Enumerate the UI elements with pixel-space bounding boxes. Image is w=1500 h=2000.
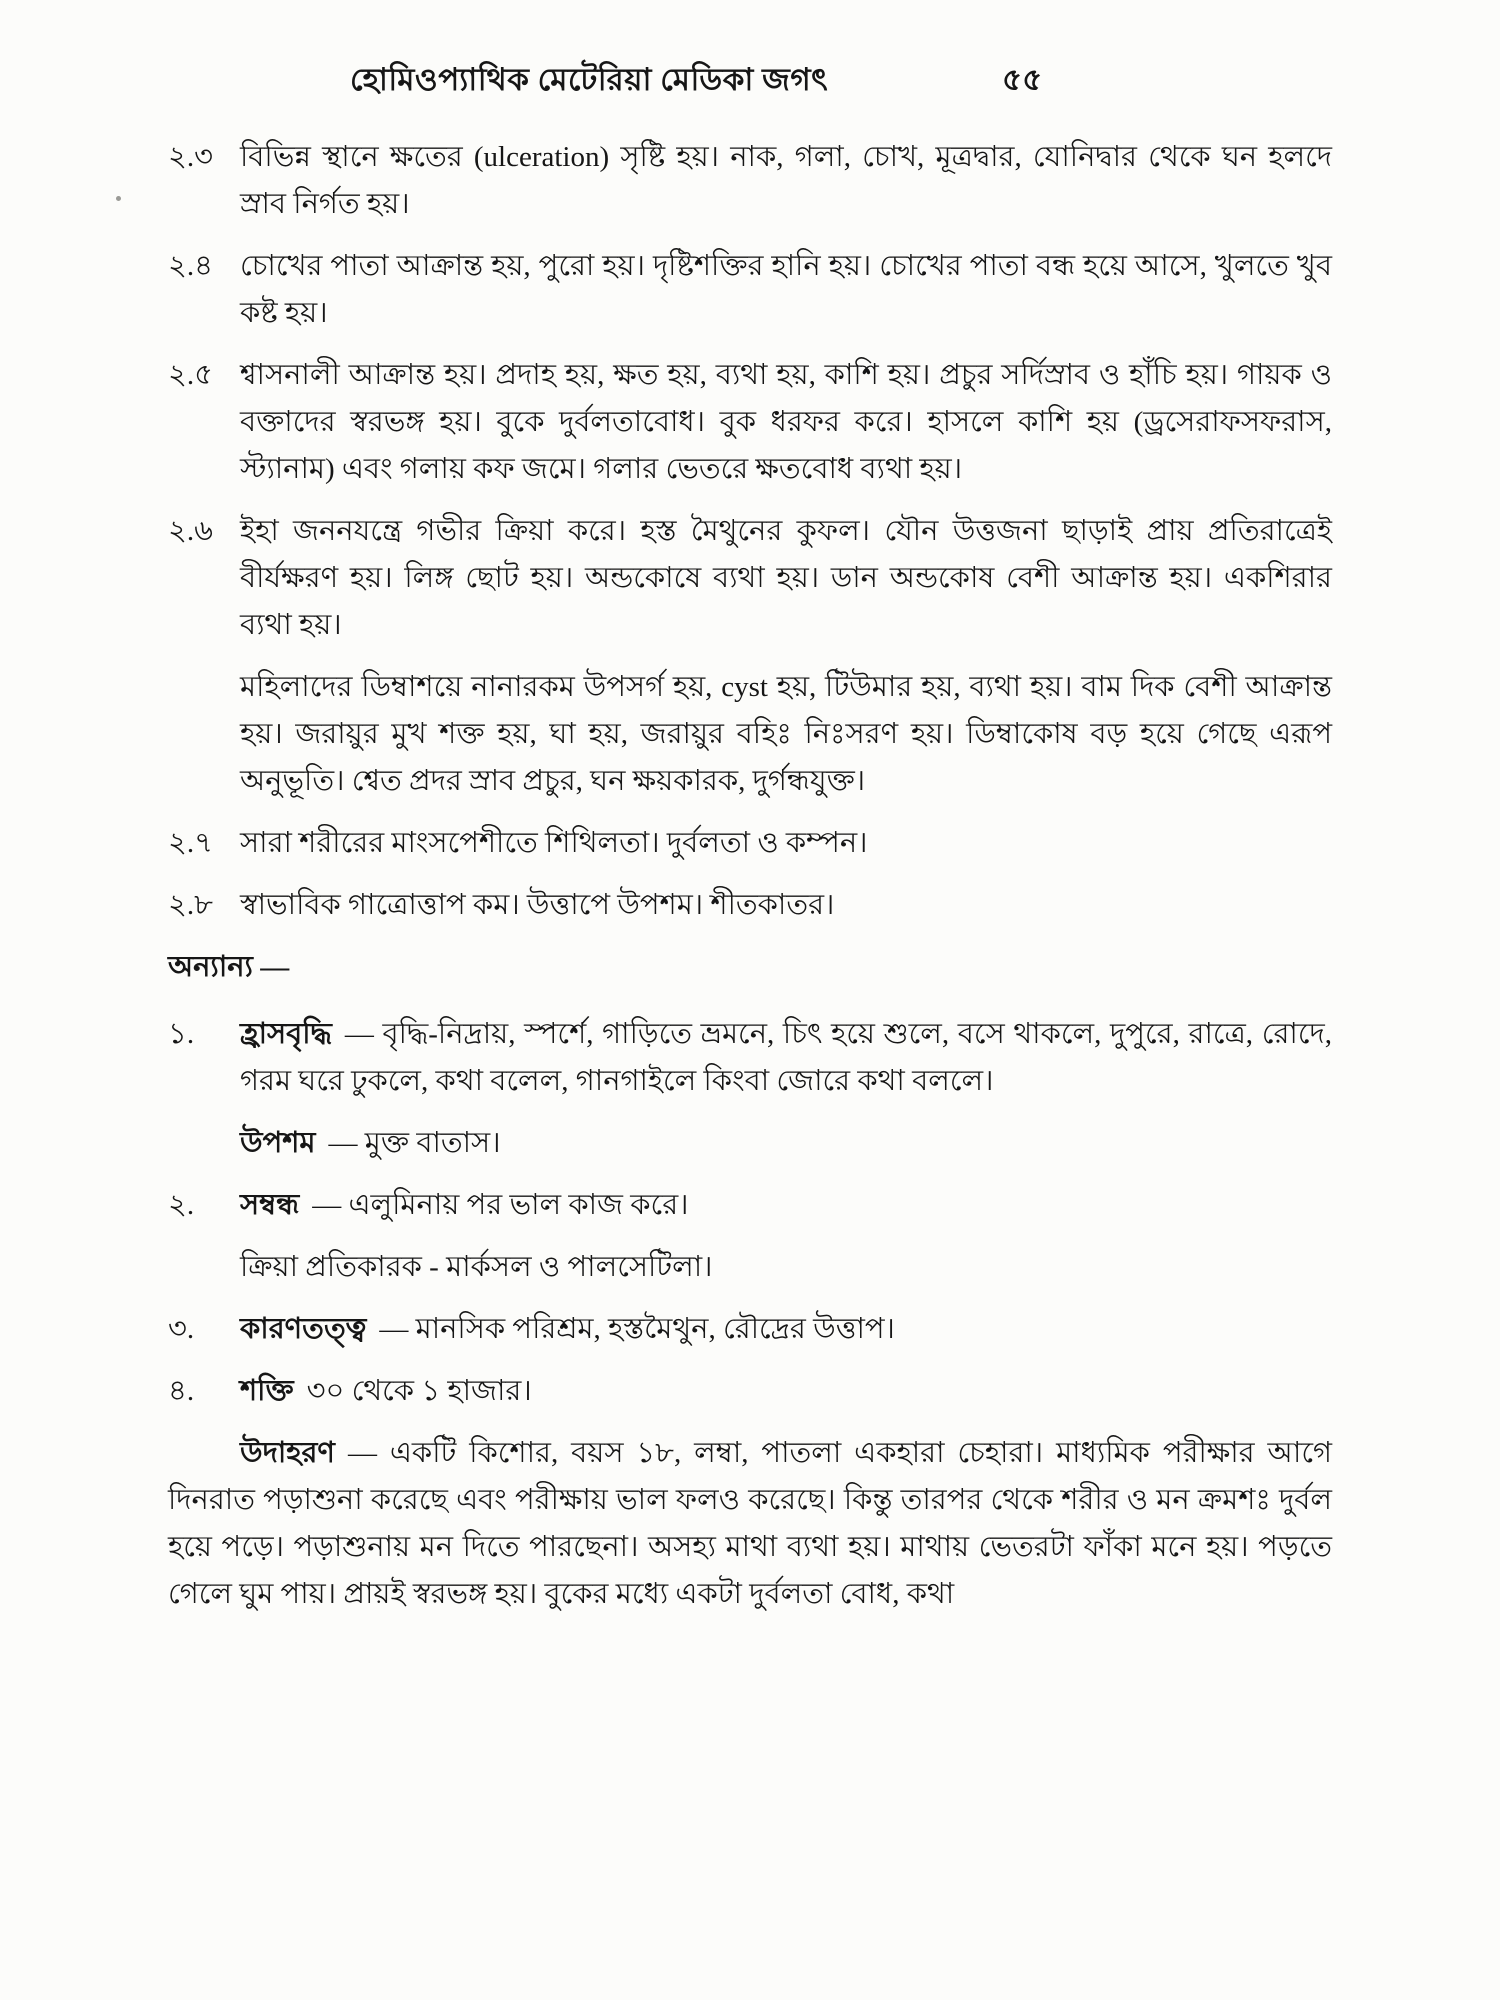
item-lead-label: কারণতত্ত্ব [240, 1313, 367, 1345]
symptom-paragraph-2-7 [168, 820, 1332, 867]
other-item-example [168, 1430, 1332, 1618]
item-lead-label: উপশম [240, 1127, 316, 1159]
item-body: ক্রিয়া প্রতিকারক - মার্কসল ও পালসেটিলা। [240, 1251, 713, 1283]
item-body: — মানসিক পরিশ্রম, হস্তমৈথুন, রৌদ্রের উত্তাপ। [379, 1313, 895, 1345]
symptom-paragraph-2-6 [168, 508, 1332, 649]
item-text: চোখের পাতা আক্রান্ত হয়, পুরো হয়। দৃষ্টিশক্তির হানি হয়। চোখের পাতা বন্ধ হয়ে আসে, খুলতে খুব কষ্ট হয়। [240, 250, 1332, 329]
item-lead-label: সম্বন্ধ [240, 1189, 300, 1221]
item-body: — বৃদ্ধি-নিদ্রায়, স্পর্শে, গাড়িতে ভ্রমনে, চিৎ হয়ে শুলে, বসে থাকলে, দুপুরে, রাত্রে, রোদে, গরম ঘরে ঢুকলে, কথা বলেল, গানগাইলে কিংবা জোরে কথা বললে। [240, 1018, 1332, 1097]
item-body: ৩০ থেকে ১ হাজার। [306, 1375, 532, 1407]
symptom-paragraph-continuation [168, 664, 1332, 805]
symptom-paragraph-2-3 [168, 134, 1332, 228]
item-text [168, 1437, 1332, 1610]
item-number: ২.৫ [168, 359, 213, 391]
symptom-paragraph-2-8 [168, 882, 1332, 929]
item-lead-label: হ্রাসবৃদ্ধি [240, 1018, 332, 1050]
item-text [240, 1189, 689, 1221]
item-number: ৪. [168, 1375, 195, 1407]
symptom-paragraph-2-5 [168, 352, 1332, 493]
item-text: ইহা জননযন্ত্রে গভীর ক্রিয়া করে। হস্ত মৈথুনের কুফল। যৌন উত্তজনা ছাড়াই প্রায় প্রতিরাত্রেই বীর্যক্ষরণ হয়। লিঙ্গ ছোট হয়। অন্ডকোষে ব্যথা হয়। ডান অন্ডকোষ বেশী আক্রান্ত হয়। একশিরার ব্যথা হয়। [240, 515, 1332, 641]
other-item-causation [168, 1306, 1332, 1353]
other-item-potency [168, 1368, 1332, 1415]
item-text: বিভিন্ন স্থানে ক্ষতের (ulceration) সৃষ্টি হয়। নাক, গলা, চোখ, মূত্রদ্বার, যোনিদ্বার থেকে ঘন হলদে স্রাব নির্গত হয়। [240, 141, 1332, 220]
item-text [240, 1127, 501, 1159]
item-number: ২.৮ [168, 889, 213, 921]
others-heading: অন্যান্য — [168, 951, 290, 983]
item-body: — এলুমিনায় পর ভাল কাজ করে। [312, 1189, 689, 1221]
running-title: হোমিওপ্যাথিক মেটেরিয়া মেডিকা জগৎ [350, 62, 829, 97]
item-text: শ্বাসনালী আক্রান্ত হয়। প্রদাহ হয়, ক্ষত হয়, ব্যথা হয়, কাশি হয়। প্রচুর সর্দিস্রাব ও হাঁচি হয়। গায়ক ও বক্তাদের স্বরভঙ্গ হয়। বুকে দুর্বলতাবোধ। বুক ধরফর করে। হাসলে কাশি হয় (ড্রসেরাফসফরাস, স্ট্যানাম) এবং গলায় কফ জমে। গলার ভেতরে ক্ষতবোধ ব্যথা হয়। [240, 359, 1332, 485]
item-text [240, 1375, 532, 1407]
item-text [240, 1251, 713, 1283]
item-body: — মুক্ত বাতাস। [328, 1127, 501, 1159]
item-lead-label: উদাহরণ [240, 1437, 335, 1469]
item-number: ২.৩ [168, 141, 213, 173]
item-text: সারা শরীরের মাংসপেশীতে শিথিলতা। দুর্বলতা ও কম্পন। [240, 827, 868, 859]
item-text: মহিলাদের ডিম্বাশয়ে নানারকম উপসর্গ হয়, cyst হয়, টিউমার হয়, ব্যথা হয়। বাম দিক বেশী আক্রান্ত হয়। জরায়ুর মুখ শক্ত হয়, ঘা হয়, জরায়ুর বহিঃ নিঃসরণ হয়। ডিম্বাকোষ বড় হয়ে গেছে এরূপ অনুভূতি। শ্বেত প্রদর স্রাব প্রচুর, ঘন ক্ষয়কারক, দুর্গন্ধযুক্ত। [240, 671, 1332, 797]
page-header [168, 56, 1332, 114]
item-number: ১. [168, 1018, 195, 1050]
page-body [168, 134, 1332, 1618]
item-number: ২.৪ [168, 250, 213, 282]
other-item-amelioration [168, 1120, 1332, 1167]
other-item-relationship [168, 1182, 1332, 1229]
other-item-antidote [168, 1244, 1332, 1291]
item-number: ৩. [168, 1313, 195, 1345]
other-item-aggravation [168, 1011, 1332, 1105]
item-number: ২.৬ [168, 515, 213, 547]
item-lead-label: শক্তি [240, 1375, 294, 1407]
item-text: স্বাভাবিক গাত্রোত্তাপ কম। উত্তাপে উপশম। শীতকাতর। [240, 889, 835, 921]
item-text [240, 1018, 1332, 1097]
item-text [240, 1313, 895, 1345]
page-number: ৫৫ [1002, 62, 1043, 97]
item-body: — একটি কিশোর, বয়স ১৮, লম্বা, পাতলা একহারা চেহারা। মাধ্যমিক পরীক্ষার আগে দিনরাত পড়াশুনা করেছে এবং পরীক্ষায় ভাল ফলও করেছে। কিন্তু তারপর থেকে শরীর ও মন ক্রমশঃ দুর্বল হয়ে পড়ে। পড়াশুনায় মন দিতে পারছেনা। অসহ্য মাথা ব্যথা হয়। মাথায় ভেতরটা ফাঁকা মনে হয়। পড়তে গেলে ঘুম পায়। প্রায়ই স্বরভঙ্গ হয়। বুকের মধ্যে একটা দুর্বলতা বোধ, কথা [168, 1437, 1332, 1610]
item-number: ২. [168, 1189, 195, 1221]
symptom-paragraph-2-4 [168, 243, 1332, 337]
scan-speck [116, 196, 121, 201]
item-number: ২.৭ [168, 827, 213, 859]
